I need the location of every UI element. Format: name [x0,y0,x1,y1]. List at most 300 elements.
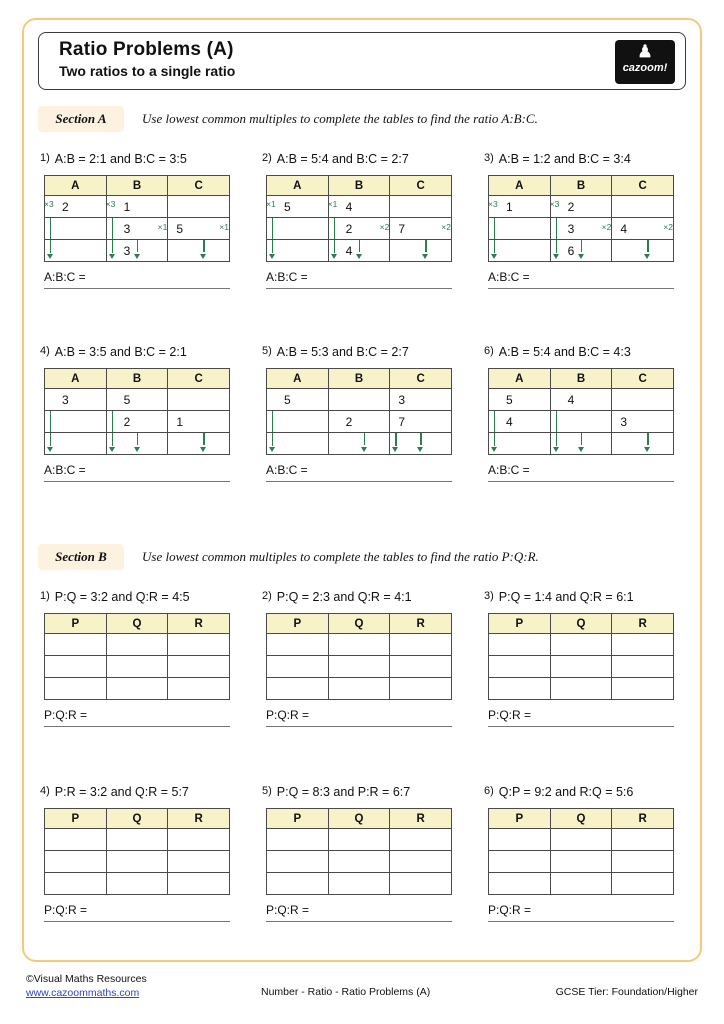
cell-p1[interactable] [489,829,551,851]
flow-arrow-head [356,254,362,259]
cell-q3[interactable] [550,678,612,700]
question-number: 6) [484,345,494,357]
multiplier-label: ×3 [44,199,54,209]
cell-value: 2 [567,199,575,214]
cell-b2[interactable] [328,218,390,240]
cell-q1[interactable] [106,634,168,656]
table-row[interactable] [267,389,452,411]
flow-arrow-head [134,447,140,452]
multiplier-label: ×1 [327,199,338,209]
section-a-description: Use lowest common multiples to complete the tables to find the ratio A:B:C. [142,111,538,126]
answer-line[interactable]: P:Q:R = [44,903,230,922]
cell-value: 7 [398,414,405,429]
table-row[interactable] [489,829,674,851]
table-row[interactable] [267,433,452,455]
cell-value: 5 [284,392,291,407]
cell-a3[interactable] [489,433,551,455]
cell-b3[interactable] [328,433,390,455]
ratio-table[interactable] [488,613,674,700]
table-row[interactable] [45,218,230,240]
cell-r3[interactable] [168,873,230,895]
cell-c3[interactable] [612,433,674,455]
cell-r1[interactable] [168,829,230,851]
answer-line[interactable]: A:B:C = [266,463,452,482]
table-row[interactable] [45,433,230,455]
cell-c1[interactable] [612,196,674,218]
flow-arrow-line [494,433,495,446]
cell-c3[interactable] [390,240,452,262]
cell-value: 5 [506,392,513,407]
cell-r2[interactable] [612,656,674,678]
cell-b2[interactable] [550,218,612,240]
cell-r1[interactable] [390,634,452,656]
question-number: 3) [484,152,494,164]
table-row[interactable] [267,829,452,851]
question-text: A:B = 3:5 and B:C = 2:1 [54,345,187,359]
cell-q1[interactable] [106,829,168,851]
cell-c1[interactable] [168,389,230,411]
footer-left [26,972,147,1000]
ratio-table[interactable] [266,808,452,895]
cell-c3[interactable] [168,240,230,262]
col-header-b: B [328,176,390,196]
table-row[interactable] [489,218,674,240]
cell-a2[interactable] [267,218,329,240]
cell-b3[interactable] [550,433,612,455]
ratio-table[interactable] [44,808,230,895]
cell-b1[interactable] [106,196,168,218]
cell-value: 1 [506,199,513,214]
cell-p1[interactable] [267,634,329,656]
col-header-p: P [267,809,329,829]
cell-q3[interactable] [106,678,168,700]
col-header-r: R [390,614,452,634]
col-header-q: Q [328,614,390,634]
page-subtitle: Two ratios to a single ratio [59,63,236,79]
flow-arrow-line [556,433,557,446]
flow-arrow-line [647,433,648,445]
flow-arrow-line [364,433,365,445]
cell-q2[interactable] [328,851,390,873]
cell-b2[interactable] [106,411,168,433]
table-row[interactable] [45,678,230,700]
cell-q2[interactable] [550,851,612,873]
col-header-a: A [267,176,329,196]
cell-q1[interactable] [550,634,612,656]
cell-p1[interactable] [489,634,551,656]
cell-value: 5 [284,199,291,214]
table-row[interactable] [267,218,452,240]
cell-c2[interactable] [612,411,674,433]
problem-b2 [262,588,462,727]
cazoom-logo [615,40,675,84]
cell-value: 1 [176,414,183,429]
flow-arrow-head [491,447,497,452]
cell-b2[interactable] [328,411,390,433]
flow-arrow-head [47,447,53,452]
cell-p2[interactable] [267,656,329,678]
cell-c3[interactable] [612,240,674,262]
table-row[interactable] [489,433,674,455]
table-row[interactable] [489,873,674,895]
table-row[interactable] [45,196,230,218]
cell-q3[interactable] [550,873,612,895]
col-header-r: R [168,809,230,829]
worksheet-header [38,32,686,90]
answer-line[interactable]: A:B:C = [44,270,230,289]
cell-c2[interactable] [612,218,674,240]
cell-value: 6 [567,243,575,258]
multiplier-label: ×2 [601,222,612,232]
question-number: 4) [40,785,50,797]
question-text: Q:P = 9:2 and R:Q = 5:6 [498,785,634,799]
cell-r3[interactable] [168,678,230,700]
table-row[interactable] [489,678,674,700]
cell-c2[interactable] [168,218,230,240]
cell-r3[interactable] [612,678,674,700]
section-b-tag: Section B [38,544,124,570]
question-number: 2) [262,152,272,164]
flow-arrow-line [359,240,360,252]
cell-p2[interactable] [267,851,329,873]
cell-b1[interactable] [328,196,390,218]
table-row[interactable] [45,873,230,895]
cell-c1[interactable] [390,196,452,218]
section-b-bar [38,544,686,570]
cell-value: 2 [345,414,353,429]
col-header-c: C [390,369,452,389]
answer-line[interactable]: A:B:C = [266,270,452,289]
cell-p2[interactable] [489,851,551,873]
answer-line[interactable]: P:Q:R = [488,903,674,922]
flow-arrow-head [553,254,559,259]
flow-arrow-line [50,411,51,432]
ratio-table[interactable] [266,613,452,700]
problem-b5 [262,783,462,922]
flow-arrow-head [134,254,140,259]
flow-arrow-head [361,447,367,452]
col-header-p: P [45,809,107,829]
answer-line[interactable]: P:Q:R = [266,903,452,922]
flow-arrow-head [553,447,559,452]
multiplier-label: ×3 [105,199,116,209]
cell-q3[interactable] [106,873,168,895]
section-a-tag: Section A [38,106,124,132]
multiplier-label: ×3 [488,199,498,209]
cell-a1[interactable] [45,196,107,218]
col-header-a: A [267,369,329,389]
question-number: 1) [40,152,50,164]
cell-b1[interactable] [550,389,612,411]
ratio-table[interactable] [44,613,230,700]
table-row[interactable] [489,240,674,262]
cell-b1[interactable] [550,196,612,218]
question-number: 6) [484,785,494,797]
question-text: A:B = 2:1 and B:C = 3:5 [54,152,187,166]
col-header-p: P [489,614,551,634]
col-header-c: C [168,176,230,196]
flow-arrow-head [47,254,53,259]
cell-b3[interactable] [328,240,390,262]
ratio-table[interactable] [488,368,674,455]
cell-c2[interactable] [168,411,230,433]
col-header-p: P [267,614,329,634]
cell-a2[interactable] [267,411,329,433]
cell-b2[interactable] [550,411,612,433]
col-header-r: R [612,809,674,829]
table-row[interactable] [267,634,452,656]
multiplier-label: ×2 [379,222,390,232]
flow-arrow-line [647,240,648,252]
cell-b3[interactable] [550,240,612,262]
flow-arrow-line [272,433,273,446]
col-header-c: C [168,369,230,389]
cell-a1[interactable] [267,389,329,411]
table-row[interactable] [45,829,230,851]
cell-c3[interactable] [168,433,230,455]
cell-q2[interactable] [328,656,390,678]
col-header-q: Q [328,809,390,829]
col-header-a: A [489,176,551,196]
cell-p3[interactable] [489,873,551,895]
cell-r1[interactable] [168,634,230,656]
flow-arrow-line [581,433,582,445]
col-header-b: B [106,176,168,196]
flow-arrow-line [272,240,273,253]
flow-arrow-line [556,240,557,253]
cell-a3[interactable] [45,433,107,455]
cell-a3[interactable] [267,433,329,455]
ratio-table[interactable] [488,808,674,895]
question-text: A:B = 5:4 and B:C = 4:3 [498,345,631,359]
col-header-r: R [390,809,452,829]
cell-p2[interactable] [45,656,107,678]
cell-a2[interactable] [489,218,551,240]
answer-line[interactable]: A:B:C = [488,270,674,289]
table-row[interactable] [45,634,230,656]
table-row[interactable] [45,411,230,433]
col-header-p: P [489,809,551,829]
cell-r2[interactable] [390,851,452,873]
col-header-b: B [106,369,168,389]
cell-q1[interactable] [550,829,612,851]
cell-b1[interactable] [328,389,390,411]
cell-c1[interactable] [390,389,452,411]
problem-a3 [484,150,684,289]
cell-r1[interactable] [612,829,674,851]
problem-a1 [40,150,240,289]
problem-b4 [40,783,240,922]
table-row[interactable] [267,411,452,433]
cell-r2[interactable] [168,656,230,678]
cell-p3[interactable] [267,678,329,700]
flow-arrow-head [331,254,337,259]
table-row[interactable] [267,851,452,873]
question-number: 1) [40,590,50,602]
flow-arrow-line [112,411,113,432]
table-row[interactable] [489,196,674,218]
table-row[interactable] [267,873,452,895]
cell-q3[interactable] [328,678,390,700]
cell-p3[interactable] [489,678,551,700]
cell-c1[interactable] [612,389,674,411]
ratio-table[interactable] [44,175,230,262]
ratio-table[interactable] [488,175,674,262]
problem-a4 [40,343,240,482]
cell-p1[interactable] [267,829,329,851]
question-text: P:Q = 1:4 and Q:R = 6:1 [498,590,634,604]
flow-arrow-line [112,218,113,239]
cell-value: 3 [567,221,575,236]
cell-value: 3 [620,414,627,429]
question-text: A:B = 1:2 and B:C = 3:4 [498,152,631,166]
cell-r2[interactable] [390,656,452,678]
cell-c1[interactable] [168,196,230,218]
col-header-q: Q [550,809,612,829]
cell-b3[interactable] [106,240,168,262]
ratio-table[interactable] [266,175,452,262]
cell-q1[interactable] [328,634,390,656]
cell-q2[interactable] [106,656,168,678]
flow-arrow-line [203,433,204,445]
flow-arrow-line [50,240,51,253]
multiplier-label: ×2 [441,222,451,232]
col-header-q: Q [106,614,168,634]
cell-a2[interactable] [45,411,107,433]
cell-p1[interactable] [45,634,107,656]
cell-p3[interactable] [267,873,329,895]
cell-r2[interactable] [168,851,230,873]
cell-value: 5 [123,392,131,407]
cell-a2[interactable] [45,218,107,240]
answer-line[interactable]: P:Q:R = [44,708,230,727]
col-header-b: B [550,369,612,389]
cell-value: 3 [398,392,405,407]
table-row[interactable] [45,240,230,262]
multiplier-label: ×2 [663,222,673,232]
cell-value [616,393,620,407]
answer-line[interactable]: P:Q:R = [266,708,452,727]
flow-arrow-line [334,240,335,253]
cell-q2[interactable] [550,656,612,678]
cell-p3[interactable] [45,873,107,895]
table-row[interactable] [489,656,674,678]
answer-line[interactable]: P:Q:R = [488,708,674,727]
multiplier-label: ×1 [219,222,229,232]
cell-q1[interactable] [328,829,390,851]
cell-b2[interactable] [106,218,168,240]
logo-wordmark: cazoom! [622,62,668,74]
cell-p1[interactable] [45,829,107,851]
cell-q2[interactable] [106,851,168,873]
cell-r3[interactable] [390,873,452,895]
cell-a1[interactable] [267,196,329,218]
cell-a3[interactable] [45,240,107,262]
cell-q3[interactable] [328,873,390,895]
flow-arrow-head [644,447,650,452]
cell-p3[interactable] [45,678,107,700]
flow-arrow-line [50,218,51,239]
flow-arrow-line [420,433,421,445]
footer-website-link[interactable]: www.cazoommaths.com [26,987,140,999]
problem-b1 [40,588,240,727]
section-a-bar [38,106,686,132]
table-row[interactable] [267,656,452,678]
flow-arrow-line [556,218,557,239]
cell-p2[interactable] [489,656,551,678]
answer-line[interactable]: A:B:C = [488,463,674,482]
cell-c2[interactable] [390,411,452,433]
cell-r3[interactable] [390,678,452,700]
flow-arrow-line [395,433,396,446]
cell-c2[interactable] [390,218,452,240]
flow-arrow-head [578,447,584,452]
cell-a1[interactable] [489,196,551,218]
cell-r1[interactable] [612,634,674,656]
flow-arrow-line [272,411,273,432]
flow-arrow-head [269,447,275,452]
col-header-q: Q [106,809,168,829]
cell-value: 4 [620,221,627,236]
cell-a2[interactable] [489,411,551,433]
cell-r3[interactable] [612,873,674,895]
col-header-a: A [45,176,107,196]
ratio-table[interactable] [44,368,230,455]
cell-a1[interactable] [489,389,551,411]
flow-arrow-head [200,447,206,452]
cell-value: 2 [62,199,69,214]
table-row[interactable] [489,851,674,873]
cell-value: 1 [123,199,131,214]
cell-b3[interactable] [106,433,168,455]
cell-r2[interactable] [612,851,674,873]
cell-value: 4 [345,243,353,258]
table-row[interactable] [489,411,674,433]
col-header-c: C [390,176,452,196]
multiplier-label: ×3 [549,199,560,209]
col-header-r: R [612,614,674,634]
flow-arrow-head [578,254,584,259]
cell-value [394,200,398,214]
table-row[interactable] [267,240,452,262]
cell-r1[interactable] [390,829,452,851]
table-row[interactable] [45,389,230,411]
col-header-c: C [612,176,674,196]
ratio-table[interactable] [266,368,452,455]
col-header-p: P [45,614,107,634]
table-row[interactable] [267,196,452,218]
cell-a3[interactable] [267,240,329,262]
answer-line[interactable]: A:B:C = [44,463,230,482]
cell-b1[interactable] [106,389,168,411]
cell-c3[interactable] [390,433,452,455]
cell-a3[interactable] [489,240,551,262]
table-row[interactable] [489,389,674,411]
table-row[interactable] [45,851,230,873]
flow-arrow-line [494,240,495,253]
table-row[interactable] [45,656,230,678]
table-row[interactable] [489,634,674,656]
table-row[interactable] [267,678,452,700]
cell-p2[interactable] [45,851,107,873]
col-header-a: A [45,369,107,389]
cell-a1[interactable] [45,389,107,411]
question-text: P:Q = 2:3 and Q:R = 4:1 [276,590,412,604]
question-text: A:B = 5:3 and B:C = 2:7 [276,345,409,359]
cell-value: 4 [506,414,513,429]
problem-b3 [484,588,684,727]
flow-arrow-head [109,254,115,259]
